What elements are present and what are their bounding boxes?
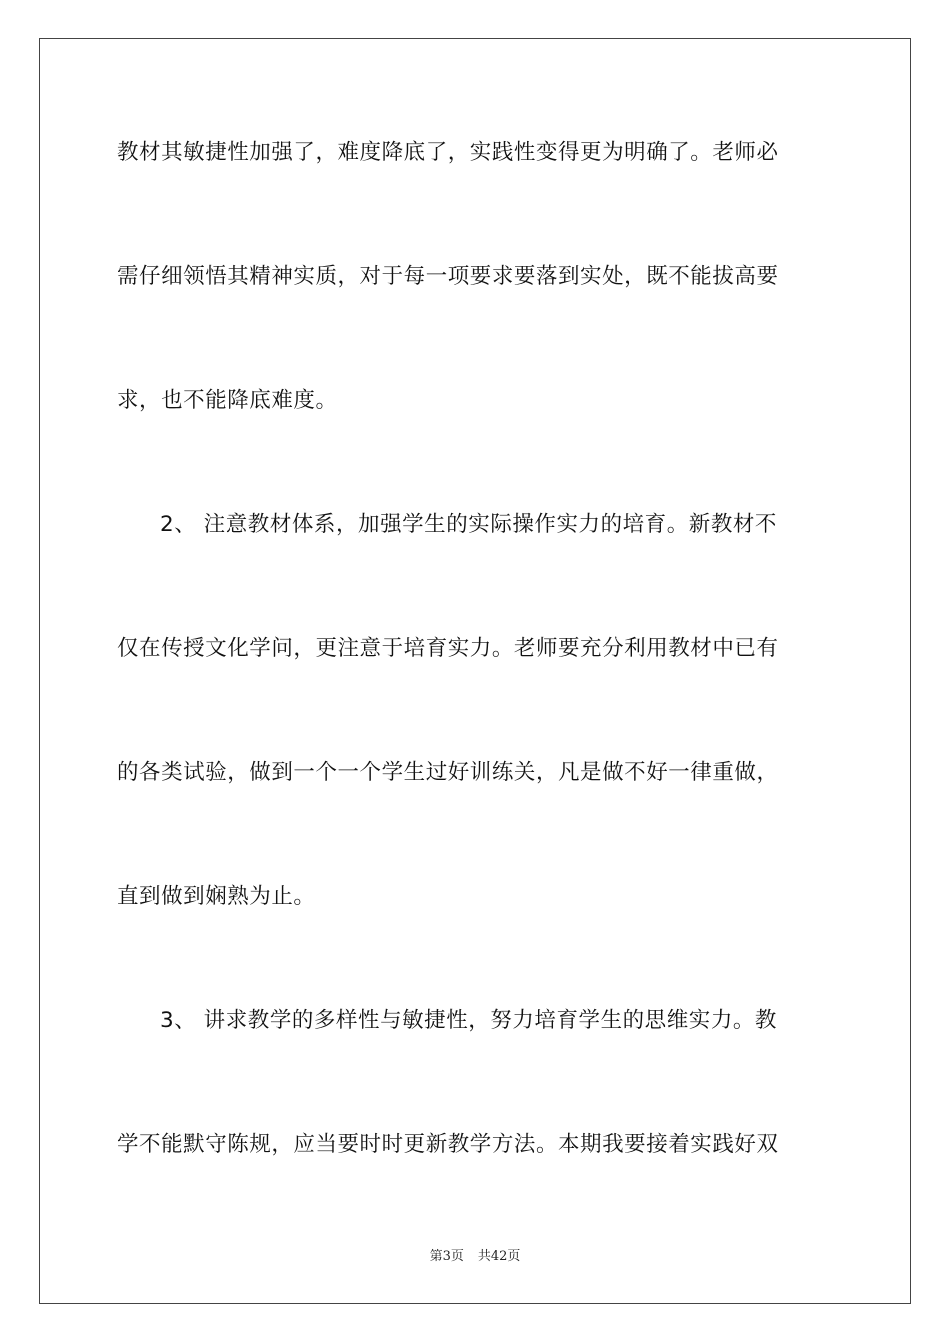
text-line-5: 仅在传授文化学问，更注意于培育实力。老师要充分利用教材中已有 — [117, 636, 779, 661]
text-line-1: 教材其敏捷性加强了，难度降底了，实践性变得更为明确了。老师必 — [117, 140, 779, 165]
text-line-3: 求，也不能降底难度。 — [117, 388, 338, 413]
text-line-2: 需仔细领悟其精神实质，对于每一项要求要落到实处，既不能拔高要 — [117, 264, 779, 289]
page-number: 第3页 — [429, 1249, 464, 1264]
text-line-8: 3、 讲求教学的多样性与敏捷性，努力培育学生的思维实力。教 — [160, 1008, 777, 1033]
text-line-9: 学不能默守陈规，应当要时时更新教学方法。本期我要接着实践好双 — [117, 1132, 779, 1157]
page-border — [39, 38, 911, 1304]
text-line-7: 直到做到娴熟为止。 — [117, 884, 316, 909]
page-total: 共42页 — [477, 1249, 521, 1264]
text-line-4: 2、 注意教材体系，加强学生的实际操作实力的培育。新教材不 — [160, 512, 777, 537]
text-line-6: 的各类试验，做到一个一个学生过好训练关，凡是做不好一律重做， — [117, 760, 779, 785]
page-footer — [0, 1248, 950, 1266]
